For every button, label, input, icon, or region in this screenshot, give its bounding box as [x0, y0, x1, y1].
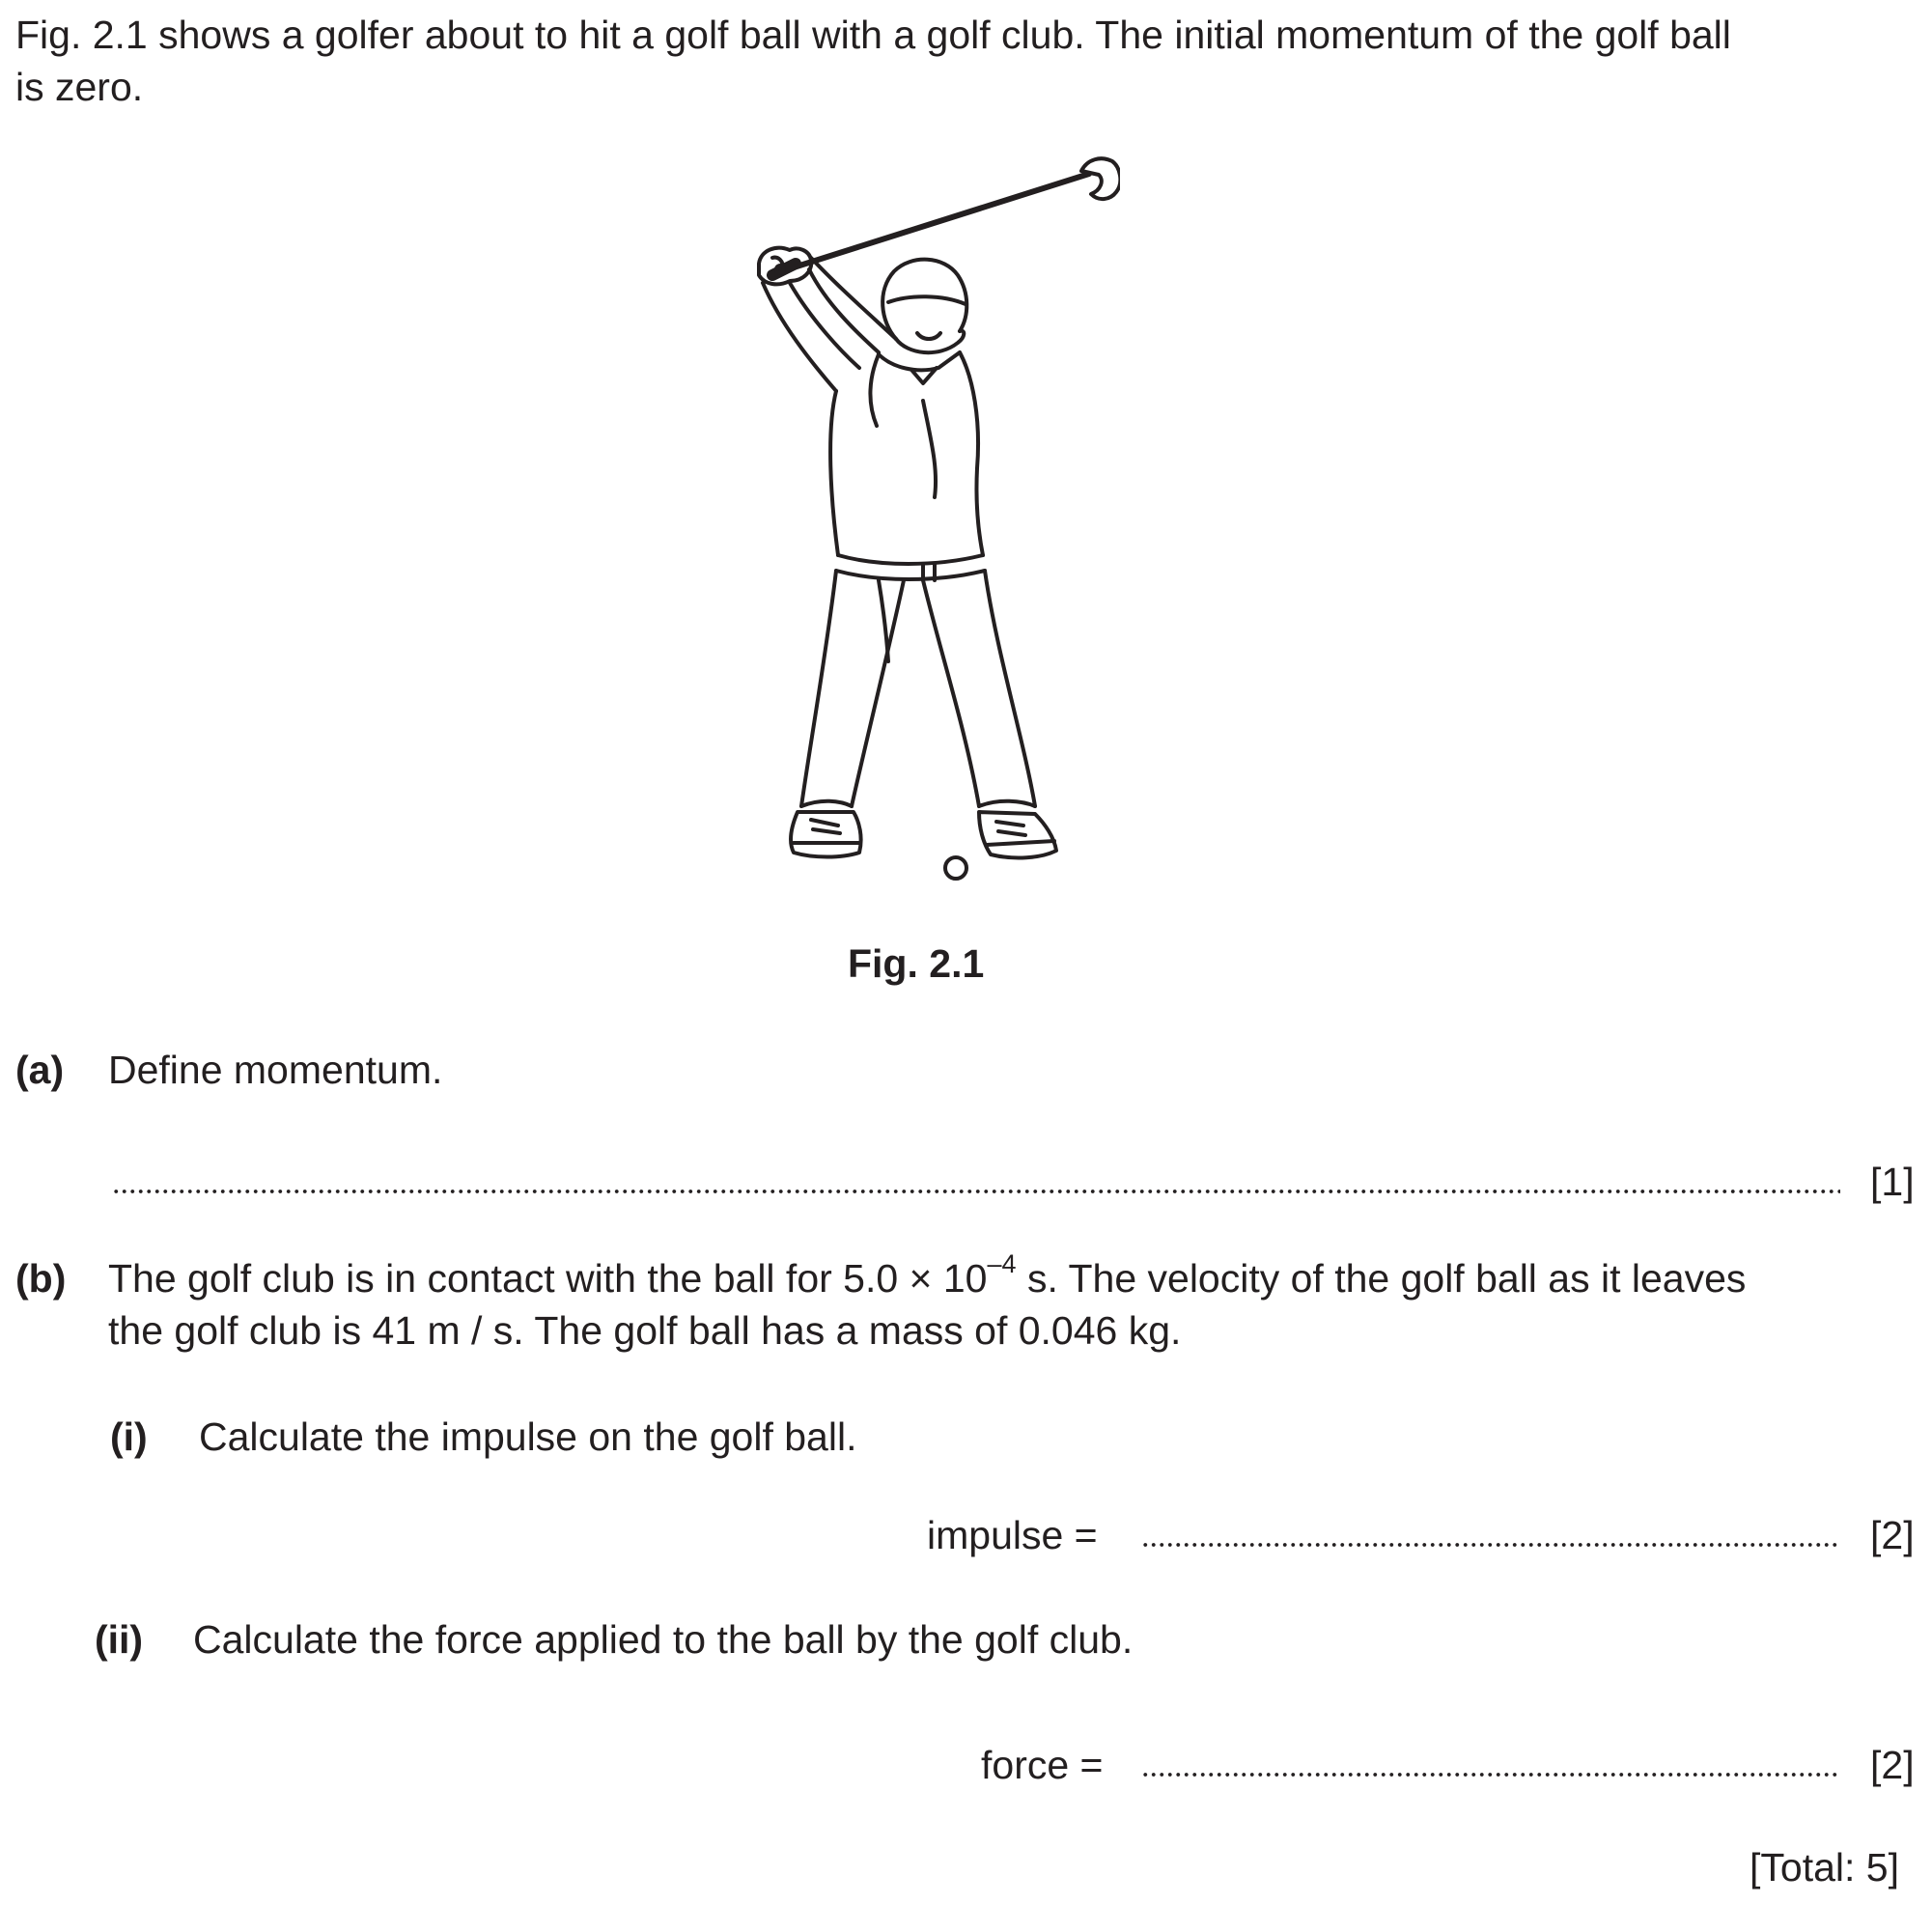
force-answer-label: force =: [981, 1743, 1104, 1787]
golf-ball-icon: [945, 857, 966, 879]
part-b-ii-label: (ii): [95, 1617, 144, 1662]
part-a-marks: [1]: [1870, 1160, 1915, 1204]
part-b-line-2: the golf club is 41 m / s. The golf ball has a mass of 0.046 kg.: [108, 1308, 1182, 1353]
part-a-answer-line[interactable]: [112, 1188, 1840, 1195]
golfer-figure: [734, 150, 1120, 883]
part-b-line-1-pre: The golf club is in contact with the ball for 5.0 × 10: [108, 1256, 988, 1301]
part-b-line-1: [108, 1251, 1746, 1305]
total-marks: [Total: 5]: [1750, 1845, 1899, 1890]
part-b-exponent: –4: [987, 1249, 1017, 1278]
intro-line-2: is zero.: [15, 65, 144, 109]
force-answer-line[interactable]: [1141, 1771, 1840, 1778]
intro-line-1: Fig. 2.1 shows a golfer about to hit a golf ball with a golf club. The initial momentum of the golf ball: [15, 13, 1731, 57]
part-a-question: Define momentum.: [108, 1048, 443, 1092]
impulse-answer-label: impulse =: [927, 1513, 1098, 1557]
figure-caption: Fig. 2.1: [848, 941, 985, 986]
part-b-line-1-post: s. The velocity of the golf ball as it leaves: [1016, 1256, 1747, 1301]
part-b-ii-question: Calculate the force applied to the ball by the golf club.: [193, 1617, 1134, 1662]
part-b-i-question: Calculate the impulse on the golf ball.: [199, 1414, 857, 1459]
golfer-backswing-icon: [734, 150, 1120, 883]
part-b-ii-marks: [2]: [1870, 1743, 1915, 1787]
part-b-label: (b): [15, 1256, 67, 1301]
part-a-label: (a): [15, 1048, 65, 1092]
impulse-answer-line[interactable]: [1141, 1541, 1840, 1549]
part-b-i-marks: [2]: [1870, 1513, 1915, 1557]
part-b-i-label: (i): [110, 1414, 148, 1459]
